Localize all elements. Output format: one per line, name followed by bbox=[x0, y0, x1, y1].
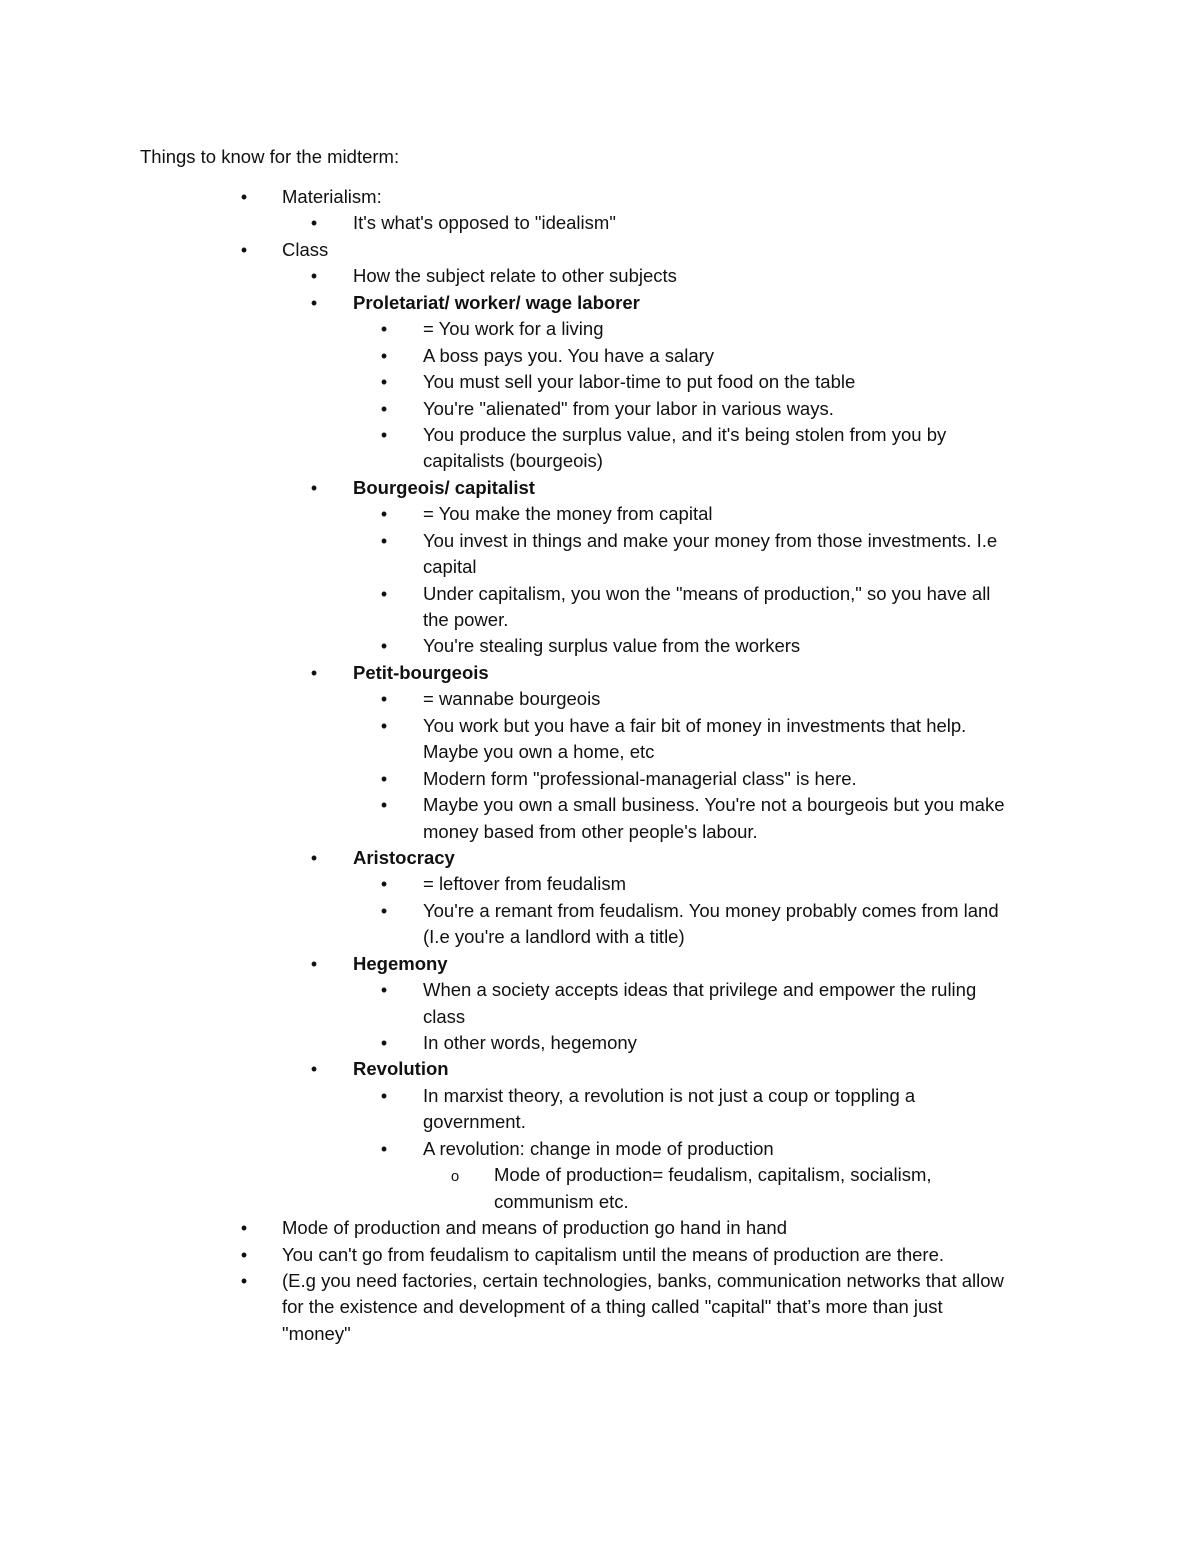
bullet-icon bbox=[377, 792, 391, 818]
list-item-line bbox=[0, 448, 1200, 474]
bullet-icon bbox=[377, 422, 391, 448]
bullet-icon bbox=[377, 581, 391, 607]
list-item-line bbox=[0, 898, 1200, 924]
list-item-line bbox=[0, 1056, 1200, 1082]
bullet-icon bbox=[377, 898, 391, 924]
list-item-line bbox=[0, 475, 1200, 501]
bullet-icon bbox=[307, 660, 321, 686]
list-item-text: How the subject relate to other subjects bbox=[353, 265, 677, 287]
section-heading: Bourgeois/ capitalist bbox=[353, 476, 535, 498]
list-item-line bbox=[0, 977, 1200, 1003]
bullet-icon bbox=[377, 1030, 391, 1056]
list-item-text: Maybe you own a home, etc bbox=[423, 741, 655, 763]
list-item-text: In marxist theory, a revolution is not just a coup or toppling a bbox=[423, 1084, 916, 1106]
bullet-icon bbox=[307, 263, 321, 289]
list-item-line bbox=[0, 607, 1200, 633]
bullet-icon bbox=[377, 1136, 391, 1162]
list-item-text: capital bbox=[423, 556, 477, 578]
page-title: Things to know for the midterm: bbox=[140, 146, 400, 167]
bullet-icon bbox=[307, 1056, 321, 1082]
list-item-text: Class bbox=[282, 238, 329, 260]
bullet-icon bbox=[237, 237, 251, 263]
list-item-text: government. bbox=[423, 1111, 526, 1133]
list-item-line bbox=[0, 1189, 1200, 1215]
list-item-line bbox=[0, 633, 1200, 659]
bullet-icon bbox=[377, 633, 391, 659]
list-item-text: You're stealing surplus value from the workers bbox=[423, 635, 801, 657]
list-item-text: Modern form "professional-managerial class" is here. bbox=[423, 767, 857, 789]
list-item-text: You can't go from feudalism to capitalism until the means of production are there. bbox=[282, 1243, 945, 1265]
list-item-text: You produce the surplus value, and it's being stolen from you by bbox=[423, 423, 947, 445]
bullet-icon bbox=[377, 501, 391, 527]
section-heading: Revolution bbox=[353, 1058, 449, 1080]
section-heading: Aristocracy bbox=[353, 846, 455, 868]
list-item-text: = You work for a living bbox=[423, 318, 604, 340]
list-item-text: = wannabe bourgeois bbox=[423, 688, 601, 710]
list-item-line bbox=[0, 713, 1200, 739]
list-item-line bbox=[0, 951, 1200, 977]
list-item-line bbox=[0, 396, 1200, 422]
list-item-line bbox=[0, 1004, 1200, 1030]
list-item-text: You must sell your labor-time to put food on the table bbox=[423, 371, 856, 393]
list-item-line bbox=[0, 1162, 1200, 1188]
bullet-icon bbox=[377, 713, 391, 739]
list-item-line bbox=[0, 1321, 1200, 1347]
bullet-icon bbox=[307, 290, 321, 316]
bullet-icon bbox=[377, 977, 391, 1003]
list-item-text: "money" bbox=[282, 1322, 351, 1344]
list-item-text: (I.e you're a landlord with a title) bbox=[423, 926, 685, 948]
bullet-icon bbox=[237, 1215, 251, 1241]
list-item-line bbox=[0, 184, 1200, 210]
list-item-line bbox=[0, 660, 1200, 686]
list-item-line bbox=[0, 819, 1200, 845]
list-item-line bbox=[0, 343, 1200, 369]
bullet-icon bbox=[377, 396, 391, 422]
list-item-text: the power. bbox=[423, 609, 509, 630]
bullet-icon bbox=[307, 951, 321, 977]
list-item-line bbox=[0, 1109, 1200, 1135]
bullet-icon bbox=[377, 766, 391, 792]
bullet-icon bbox=[377, 871, 391, 897]
list-item-text: Materialism: bbox=[282, 186, 382, 207]
list-item-text: (E.g you need factories, certain technologies, banks, communication networks that allow bbox=[282, 1269, 1004, 1291]
list-item-line bbox=[0, 1030, 1200, 1056]
list-item-line bbox=[0, 1215, 1200, 1241]
list-item-text: A boss pays you. You have a salary bbox=[423, 344, 715, 366]
list-item-line bbox=[0, 369, 1200, 395]
list-item-line bbox=[0, 1083, 1200, 1109]
list-item-line bbox=[0, 316, 1200, 342]
list-item-line bbox=[0, 237, 1200, 263]
list-item-line bbox=[0, 845, 1200, 871]
list-item-text: Maybe you own a small business. You're not a bourgeois but you make bbox=[423, 794, 1005, 816]
section-heading: Hegemony bbox=[353, 952, 448, 974]
list-item-text: for the existence and development of a thing called "capital" that’s more than just bbox=[282, 1296, 943, 1318]
list-item-line bbox=[0, 581, 1200, 607]
list-item-line bbox=[0, 554, 1200, 580]
list-item-text: You're "alienated" from your labor in various ways. bbox=[423, 397, 834, 419]
list-item-text: In other words, hegemony bbox=[423, 1032, 637, 1053]
list-item-text: You're a remant from feudalism. You money probably comes from land bbox=[423, 899, 999, 921]
list-item-text: capitalists (bourgeois) bbox=[423, 450, 603, 472]
list-item-text: Mode of production and means of production go hand in hand bbox=[282, 1217, 788, 1239]
outline-list bbox=[0, 184, 1200, 1347]
bullet-icon bbox=[377, 528, 391, 554]
bullet-icon bbox=[307, 210, 321, 236]
list-item-line bbox=[0, 1268, 1200, 1294]
list-item-line bbox=[0, 422, 1200, 448]
list-item-line bbox=[0, 1242, 1200, 1268]
list-item-text: It's what's opposed to "idealism" bbox=[353, 212, 616, 234]
list-item-line bbox=[0, 686, 1200, 712]
bullet-icon bbox=[237, 1268, 251, 1294]
list-item-text: = leftover from feudalism bbox=[423, 873, 627, 895]
bullet-icon bbox=[377, 1083, 391, 1109]
list-item-line bbox=[0, 739, 1200, 765]
list-item-text: A revolution: change in mode of production bbox=[423, 1137, 774, 1159]
list-item-line bbox=[0, 528, 1200, 554]
section-heading: Petit-bourgeois bbox=[353, 661, 489, 683]
list-item-line bbox=[0, 290, 1200, 316]
section-heading: Proletariat/ worker/ wage laborer bbox=[353, 291, 640, 313]
circle-bullet-icon bbox=[448, 1162, 462, 1190]
list-item-line bbox=[0, 1136, 1200, 1162]
bullet-icon bbox=[237, 184, 251, 210]
bullet-icon bbox=[377, 369, 391, 395]
list-item-text: = You make the money from capital bbox=[423, 503, 713, 525]
list-item-text: class bbox=[423, 1005, 466, 1027]
list-item-text: communism etc. bbox=[494, 1190, 629, 1212]
list-item-text: Mode of production= feudalism, capitalism, socialism, bbox=[494, 1164, 932, 1186]
list-item-text: You invest in things and make your money from those investments. I.e bbox=[423, 529, 998, 551]
list-item-text: Under capitalism, you won the "means of production," so you have all bbox=[423, 582, 991, 604]
bullet-icon bbox=[377, 686, 391, 712]
bullet-icon bbox=[377, 316, 391, 342]
list-item-line bbox=[0, 1294, 1200, 1320]
list-item-text: When a society accepts ideas that privilege and empower the ruling bbox=[423, 979, 977, 1001]
bullet-icon bbox=[237, 1242, 251, 1268]
bullet-icon bbox=[307, 475, 321, 501]
list-item-line bbox=[0, 210, 1200, 236]
bullet-icon bbox=[307, 845, 321, 871]
list-item-line bbox=[0, 792, 1200, 818]
list-item-line bbox=[0, 924, 1200, 950]
list-item-line bbox=[0, 501, 1200, 527]
list-item-text: You work but you have a fair bit of money in investments that help. bbox=[423, 714, 967, 736]
list-item-line bbox=[0, 263, 1200, 289]
list-item-text: money based from other people's labour. bbox=[423, 820, 758, 842]
list-item-line bbox=[0, 766, 1200, 792]
list-item-line bbox=[0, 871, 1200, 897]
bullet-icon bbox=[377, 343, 391, 369]
